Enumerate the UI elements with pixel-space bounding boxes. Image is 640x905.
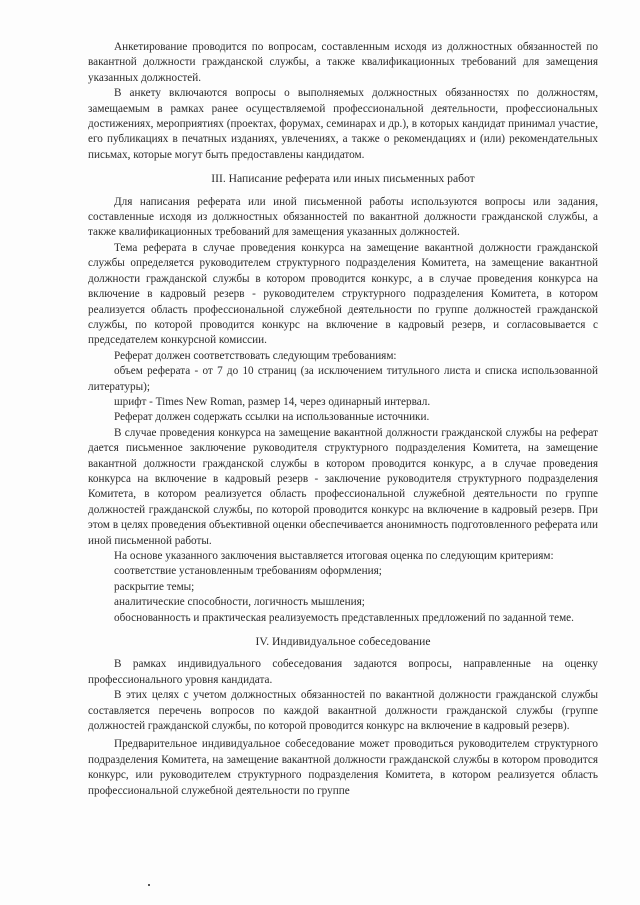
paragraph: Для написания реферата или иной письменной работы используются вопросы или задания, составленные исходя из должностных обязанностей по вакантной должности гражданской службы, а также квалификационных требований для замещения указанных должностей. — [88, 195, 598, 239]
paragraph: Реферат должен соответствовать следующим требованиям: — [114, 349, 397, 362]
paragraph: Реферат должен содержать ссылки на использованные источники. — [114, 411, 430, 424]
paragraph: В случае проведения конкурса на замещение вакантной должности гражданской службы на реферат дается письменное заключение руководителя структурного подразделения Комитета, на замещение вакантной должности гражданской службы в котором проводится конкурс, а в случае проведения конкурса на включение в кадровый резерв - заключение руководителя структурного подразделения Комитета, в котором реализуется область профессиональной служебной деятельности по группе должностей гражданской службы, по которой проводится конкурс на включение в кадровый резерв. При этом в целях проведения объективной оценки обеспечивается анонимность подготовленного реферата или иной письменной работы. — [88, 426, 598, 547]
paragraph: В анкету включаются вопросы о выполняемых должностных обязанностях по должностям, замещаемым в рамках ранее осуществляемой профессиональной деятельности, профессиональных достижениях, мероприятиях (проектах, форумах, семинарах и др.), в которых кандидат принимал участие, его публикациях в печатных изданиях, увлечениях, а также о рекомендациях и (или) рекомендательных письмах, которые могут быть предоставлены кандидатом. — [88, 87, 598, 161]
paragraph: объем реферата - от 7 до 10 страниц (за исключением титульного листа и списка использованной литературы); — [88, 365, 598, 393]
paragraph: Предварительное индивидуальное собеседование может проводиться руководителем структурного подразделения Комитета, на замещение вакантной должности гражданской службы в котором проводится конкурс, или руководителем структурного подразделения Комитета, в котором реализуется область профессиональной служебной деятельности по группе — [88, 738, 598, 797]
criteria-item: аналитические способности, логичность мышления; — [114, 596, 365, 609]
criteria-item: обоснованность и практическая реализуемость представленных предложений по заданной теме. — [114, 611, 574, 624]
document-body — [88, 40, 598, 799]
paragraph: В этих целях с учетом должностных обязанностей по вакантной должности гражданской службы составляется перечень вопросов по каждой вакантной должности гражданской службы (группе должностей гражданской службы, по которой проводится конкурс на включение в кадровый резерв). — [88, 689, 598, 733]
paragraph: шрифт - Times New Roman, размер 14, через одинарный интервал. — [114, 395, 431, 408]
criteria-item: соответствие установленным требованиям оформления; — [114, 565, 382, 578]
paragraph: В рамках индивидуального собеседования задаются вопросы, направленные на оценку профессионального уровня кандидата. — [88, 658, 598, 686]
paragraph: Тема реферата в случае проведения конкурса на замещение вакантной должности гражданской службы определяется руководителем структурного подразделения Комитета, на замещение вакантной должности гражданской службы в котором проводится конкурс, а в случае проведения конкурса на включение в кадровый резерв - руководителем структурного подразделения Комитета, в котором реализуется область профессиональной служебной деятельности по группе должностей гражданской службы, по которой проводится конкурс на включение в кадровый резерв, и согласовывается с председателем конкурсной комиссии. — [88, 241, 598, 347]
paragraph: Анкетирование проводится по вопросам, составленным исходя из должностных обязанностей по вакантной должности гражданской службы, а также квалификационных требований для замещения указанных должностей. — [88, 41, 598, 84]
section-heading-3: III. Написание реферата или иных письменных работ — [211, 172, 475, 186]
section-heading-4: IV. Индивидуальное собеседование — [255, 635, 431, 649]
scan-speck — [148, 884, 150, 886]
paragraph: На основе указанного заключения выставляется итоговая оценка по следующим критериям: — [114, 550, 554, 562]
criteria-item: раскрытие темы; — [114, 580, 195, 593]
